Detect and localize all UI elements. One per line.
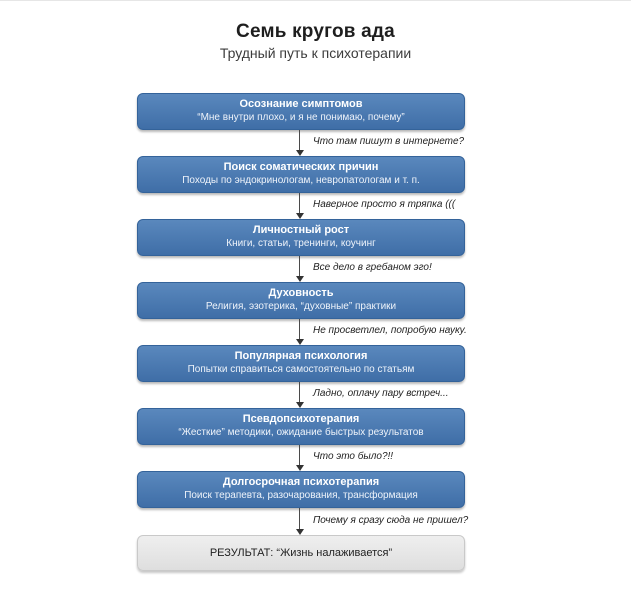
step-heading: Поиск соматических причин	[223, 161, 379, 173]
transition-note: Наверное просто я тряпка (((	[313, 199, 456, 210]
step-box-long-term-therapy	[137, 471, 465, 508]
step-box-awareness	[137, 93, 465, 130]
step-heading: Популярная психология	[234, 350, 368, 362]
step-heading: Псевдопсихотерапия	[242, 413, 360, 425]
step-heading: Духовность	[268, 287, 334, 299]
step-description: “Жесткие” методики, ожидание быстрых результатов	[178, 427, 424, 438]
step-description: “Мне внутри плохо, и я не понимаю, почему”	[197, 112, 405, 123]
arrow-down-icon	[297, 445, 303, 471]
diagram-title: Семь кругов ада	[236, 21, 395, 42]
transition-note: Что это было?!!	[313, 451, 394, 462]
transition-note: Почему я сразу сюда не пришел?	[313, 515, 469, 526]
step-box-somatic	[137, 156, 465, 193]
arrow-down-icon	[297, 193, 303, 219]
step-description: Попытки справиться самостоятельно по статьям	[187, 364, 415, 375]
step-description: Книги, статьи, тренинги, коучинг	[226, 238, 376, 249]
step-heading: Осознание симптомов	[239, 98, 363, 110]
step-heading: Личностный рост	[252, 224, 350, 236]
transition-note: Ладно, оплачу пару встреч...	[313, 388, 449, 399]
step-description: Поиск терапевта, разочарования, трансформация	[184, 490, 418, 501]
transition-note: Не просветлел, попробую науку.	[313, 325, 467, 336]
diagram-subtitle: Трудный путь к психотерапии	[219, 45, 412, 61]
transition-note: Что там пишут в интернете?	[313, 136, 465, 147]
step-box-personal-growth	[137, 219, 465, 256]
arrow-down-icon	[297, 256, 303, 282]
step-description: Походы по эндокринологам, невропатологам и т. п.	[182, 175, 420, 186]
transition-note: Все дело в гребаном эго!	[313, 262, 432, 273]
arrow-down-icon	[297, 319, 303, 345]
step-heading: Долгосрочная психотерапия	[222, 476, 380, 488]
step-box-pseudo-therapy	[137, 408, 465, 445]
result-box: РЕЗУЛЬТАТ: “Жизнь налаживается”	[137, 535, 465, 571]
step-description: Религия, эзотерика, “духовные” практики	[205, 301, 397, 312]
arrow-down-icon	[297, 130, 303, 156]
step-box-spirituality	[137, 282, 465, 319]
arrow-down-icon	[297, 508, 303, 535]
arrow-down-icon	[297, 382, 303, 408]
step-box-pop-psychology	[137, 345, 465, 382]
